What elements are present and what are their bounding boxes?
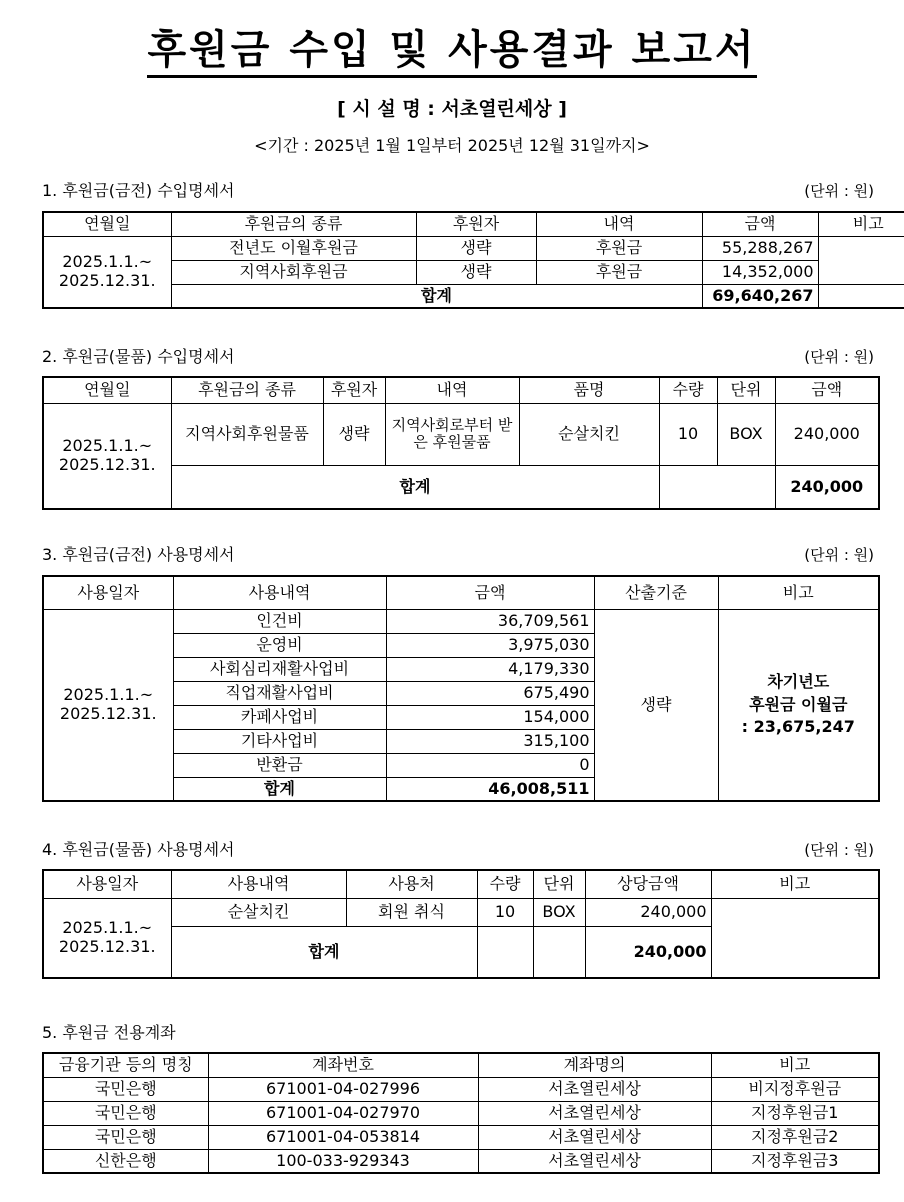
section1-table: [42, 211, 904, 309]
report-title: 후원금 수입 및 사용결과 보고서: [0, 18, 904, 75]
table-row: 지역사회후원금 생략 후원금 14,352,000: [43, 260, 904, 284]
table-row: 카페사업비 154,000: [43, 705, 879, 729]
facility-name: [ 시 설 명 : 서초열린세상 ]: [337, 98, 567, 120]
basis-cell: 생략: [594, 609, 718, 801]
total-row: 합계 240,000: [43, 926, 879, 978]
date-cell: 2025.1.1.~ 2025.12.31.: [43, 403, 171, 509]
section4-unit: (단위 : 원): [804, 841, 874, 859]
section4-heading: 4. 후원금(물품) 사용명세서: [42, 840, 235, 859]
note-cell: [711, 898, 879, 978]
section1-unit: (단위 : 원): [804, 182, 874, 200]
section2-table: [42, 376, 880, 510]
total-amount: 69,640,267: [702, 284, 818, 308]
table-header-row: 금융기관 등의 명칭 계좌번호 계좌명의 비고: [43, 1053, 879, 1077]
date-cell: 2025.1.1.~ 2025.12.31.: [43, 236, 171, 308]
table-row: 반환금 0: [43, 753, 879, 777]
section3-heading: 3. 후원금(금전) 사용명세서: [42, 545, 235, 564]
table-row: 직업재활사업비 675,490: [43, 681, 879, 705]
section3-unit: (단위 : 원): [804, 546, 874, 564]
table-row: 2025.1.1.~ 2025.12.31. 지역사회후원물품 생략 지역사회로부터 받은 후원물품 순살치킨 10 BOX 240,000: [43, 403, 879, 465]
table-row: 운영비 3,975,030: [43, 633, 879, 657]
table-row: 신한은행 100-033-929343 서초열린세상 지정후원금3: [43, 1149, 879, 1173]
date-cell: 2025.1.1.~ 2025.12.31.: [43, 609, 173, 801]
table-header-row: 연월일 후원금의 종류 후원자 내역 금액 비고: [43, 212, 904, 236]
table-row: 사회심리재활사업비 4,179,330: [43, 657, 879, 681]
table-header-row: 연월일 후원금의 종류 후원자 내역 품명 수량 단위 금액: [43, 377, 879, 403]
section2-unit: (단위 : 원): [804, 348, 874, 366]
table-row: 2025.1.1.~ 2025.12.31. 순살치킨 회원 취식 10 BOX 240,000: [43, 898, 879, 926]
total-row: 합계 69,640,267: [43, 284, 904, 308]
section4-table: [42, 869, 880, 979]
total-amount: 46,008,511: [386, 777, 594, 801]
section3-table: [42, 575, 880, 802]
total-row: 합계 240,000: [43, 465, 879, 509]
table-row: 국민은행 671001-04-053814 서초열린세상 지정후원금2: [43, 1125, 879, 1149]
table-row: 국민은행 671001-04-027996 서초열린세상 비지정후원금: [43, 1077, 879, 1101]
note-cell: [818, 236, 904, 284]
carryover-note: 차기년도 후원금 이월금 : 23,675,247: [718, 609, 879, 801]
section5-heading: 5. 후원금 전용계좌: [42, 1023, 176, 1042]
table-row: 2025.1.1.~ 2025.12.31. 전년도 이월후원금 생략 후원금 55,288,267: [43, 236, 904, 260]
section5-table: [42, 1052, 880, 1174]
table-row: 2025.1.1.~ 2025.12.31. 인건비 36,709,561 생략 차기년도 후원금 이월금 : 23,675,247: [43, 609, 879, 633]
section2-heading: 2. 후원금(물품) 수입명세서: [42, 347, 235, 366]
section1-heading: 1. 후원금(금전) 수입명세서: [42, 181, 235, 200]
total-amount: 240,000: [585, 926, 711, 978]
total-row: 합계 46,008,511: [43, 777, 879, 801]
report-period: <기간 : 2025년 1월 1일부터 2025년 12월 31일까지>: [254, 136, 650, 155]
table-header-row: 사용일자 사용내역 사용처 수량 단위 상당금액 비고: [43, 870, 879, 898]
table-row: 국민은행 671001-04-027970 서초열린세상 지정후원금1: [43, 1101, 879, 1125]
total-amount: 240,000: [775, 465, 879, 509]
table-header-row: 사용일자 사용내역 금액 산출기준 비고: [43, 576, 879, 609]
table-row: 기타사업비 315,100: [43, 729, 879, 753]
date-cell: 2025.1.1.~ 2025.12.31.: [43, 898, 171, 978]
